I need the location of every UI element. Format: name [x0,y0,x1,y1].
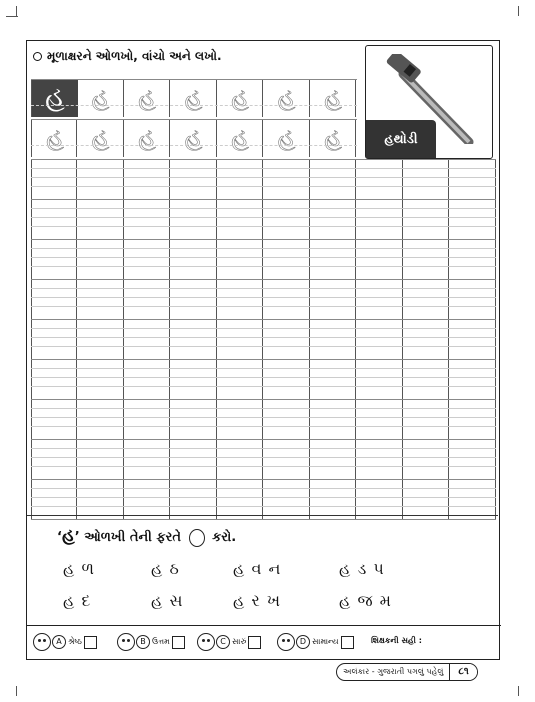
writing-cell[interactable] [357,359,403,399]
writing-cell[interactable] [403,279,449,319]
writing-cell[interactable] [403,359,449,399]
writing-cell[interactable] [403,399,449,439]
dotted-letter: હ [231,123,249,152]
trace-cell[interactable] [124,119,170,157]
writing-cell[interactable] [78,279,124,319]
letter-group: હ ળ [63,559,95,578]
grid-line [31,186,496,187]
trace-cell[interactable] [310,119,356,157]
writing-cell[interactable] [403,239,449,279]
writing-cell[interactable] [31,279,77,319]
writing-cell[interactable] [310,279,356,319]
grid-line [31,159,496,160]
writing-cell[interactable] [171,439,217,479]
picture-label: હથોડી [366,120,436,158]
writing-cell[interactable] [217,159,263,199]
letter-group: હ દ [63,591,92,610]
grid-line [31,306,496,307]
grid-line [31,426,496,427]
writing-cell[interactable] [31,399,77,439]
writing-cell[interactable] [124,159,170,199]
writing-cell[interactable] [171,479,217,519]
grid-line [31,319,496,320]
writing-cell[interactable] [124,239,170,279]
crop-mark [518,6,529,16]
writing-cell[interactable] [217,359,263,399]
grid-line [31,119,357,120]
smiley-icon [33,633,51,651]
writing-cell[interactable] [171,199,217,239]
grid-line [31,79,357,80]
writing-cell[interactable] [450,239,496,279]
writing-cell[interactable] [78,479,124,519]
dotted-letter: હ [277,123,296,152]
letter-group: હ સ [151,591,184,610]
grid-line [31,359,496,360]
grid-line [31,337,496,338]
worksheet-page [26,40,500,660]
writing-cell[interactable] [310,479,356,519]
smiley-icon [117,633,135,651]
rating-option[interactable]: B ઉત્તમ [117,633,185,651]
letter-group: હ જ મ [339,591,392,610]
grid-line [31,257,496,258]
picture-box [365,45,493,159]
writing-cell[interactable] [310,439,356,479]
exercise-title: ‘હ’ ઓળખી તેની ફરતે કરો. [57,525,237,546]
rating-option[interactable]: A શ્રેષ્ઠ [33,633,97,651]
grid-line [31,408,496,409]
rating-checkbox[interactable] [84,636,97,649]
writing-cell[interactable] [124,319,170,359]
page-number: ૮૧ [449,664,476,680]
trace-cell[interactable] [217,79,263,117]
dotted-letter: હ [184,123,203,152]
writing-cell[interactable] [310,399,356,439]
grid-line [31,288,496,289]
grid-line [31,199,496,200]
trace-cell[interactable] [31,119,77,157]
letter-group: હ ડ પ [339,559,385,578]
trace-cell[interactable] [171,79,217,117]
letter-group: હ ઠ [151,559,180,578]
crop-mark [6,686,17,696]
writing-cell[interactable] [124,479,170,519]
writing-cell[interactable] [124,439,170,479]
writing-cell[interactable] [171,319,217,359]
dotted-letter: હ [91,83,110,112]
rating-bar [27,625,501,656]
teacher-signature-label: શિક્ષકની સહી : [371,636,422,645]
grid-line [31,226,496,227]
dotted-letter: હ [231,83,249,112]
writing-cell[interactable] [357,239,403,279]
writing-cell[interactable] [450,359,496,399]
divider [27,515,498,516]
writing-cell[interactable] [310,199,356,239]
grid-line [31,448,496,449]
writing-cell[interactable] [450,159,496,199]
grid-line [31,368,496,369]
writing-cell[interactable] [450,199,496,239]
writing-cell[interactable] [403,319,449,359]
writing-cell[interactable] [450,479,496,519]
writing-cell[interactable] [310,359,356,399]
writing-cell[interactable] [78,239,124,279]
rating-option[interactable]: D સામાન્ય [277,633,354,651]
guide-line [31,105,357,106]
dotted-letter: હ [324,83,342,112]
letter-group: હ વ ન [233,559,282,578]
writing-cell[interactable] [357,399,403,439]
bullet-icon [33,52,42,61]
dotted-letter: હ [46,123,64,152]
writing-cell[interactable] [403,159,449,199]
writing-cell[interactable] [78,159,124,199]
writing-cell[interactable] [31,199,77,239]
trace-cell[interactable] [78,79,124,117]
grid-line [31,328,496,329]
writing-cell[interactable] [357,439,403,479]
writing-cell[interactable] [264,199,310,239]
writing-cell[interactable] [78,439,124,479]
rating-checkbox[interactable] [172,636,185,649]
writing-cell[interactable] [171,159,217,199]
grid-line [31,479,496,480]
crop-mark [518,686,529,696]
writing-cell[interactable] [450,279,496,319]
dotted-letter: હ [277,83,296,112]
dotted-letter: હ [91,123,110,152]
writing-cell[interactable] [217,439,263,479]
writing-cell[interactable] [310,159,356,199]
writing-cell[interactable] [264,479,310,519]
writing-cell[interactable] [357,319,403,359]
writing-cell[interactable] [31,439,77,479]
writing-cell[interactable] [171,239,217,279]
writing-cell[interactable] [264,359,310,399]
trace-cell[interactable] [171,119,217,157]
writing-cell[interactable] [403,479,449,519]
writing-cell[interactable] [78,359,124,399]
grid-line [31,506,496,507]
writing-cell[interactable] [310,239,356,279]
model-letter: હ [32,79,78,117]
writing-cell[interactable] [264,279,310,319]
grid-line [31,488,496,489]
rating-checkbox[interactable] [248,636,261,649]
writing-cell[interactable] [31,159,77,199]
page-footer [336,663,478,681]
trace-cell[interactable] [264,119,310,157]
grid-line [31,346,496,347]
writing-cell[interactable] [450,399,496,439]
trace-cell[interactable] [217,119,263,157]
trace-cell[interactable] [78,119,124,157]
writing-cell[interactable] [31,479,77,519]
grid-line [31,439,496,440]
grid-line [31,177,496,178]
smiley-icon [277,633,295,651]
grid-line [31,239,496,240]
grid-line [31,519,496,520]
writing-cell[interactable] [31,239,77,279]
letter-group: હ ર ખ [233,591,281,610]
writing-cell[interactable] [450,439,496,479]
grid-line [31,399,496,400]
rating-checkbox[interactable] [341,636,354,649]
writing-cell[interactable] [264,399,310,439]
writing-cell[interactable] [171,399,217,439]
book-title: અલંકાર - ગુજરાતી પગલું પહેલું [343,667,444,676]
grid-line [31,217,496,218]
grid-line [31,457,496,458]
writing-cell[interactable] [450,319,496,359]
writing-cell[interactable] [264,159,310,199]
writing-cell[interactable] [357,279,403,319]
writing-cell[interactable] [357,479,403,519]
writing-cell[interactable] [78,319,124,359]
writing-cell[interactable] [124,399,170,439]
writing-cell[interactable] [357,159,403,199]
writing-cell[interactable] [217,319,263,359]
writing-cell[interactable] [264,319,310,359]
writing-cell[interactable] [78,399,124,439]
writing-cell[interactable] [124,279,170,319]
writing-cell[interactable] [171,279,217,319]
writing-cell[interactable] [31,359,77,399]
crop-mark [6,6,18,17]
writing-cell[interactable] [403,439,449,479]
grid-line [31,297,496,298]
grid-line [31,466,496,467]
dotted-letter: હ [138,123,156,152]
circle-icon [189,529,205,547]
writing-cell[interactable] [217,399,263,439]
guide-line [31,145,357,146]
writing-cell[interactable] [403,199,449,239]
writing-cell[interactable] [264,239,310,279]
trace-cell[interactable] [31,79,77,117]
writing-cell[interactable] [171,359,217,399]
trace-cell[interactable] [124,79,170,117]
grid-line [31,208,496,209]
grid-line [31,417,496,418]
smiley-icon [197,633,215,651]
writing-cell[interactable] [124,199,170,239]
grid-line [31,266,496,267]
writing-cell[interactable] [31,319,77,359]
grid-line [31,168,496,169]
trace-cell[interactable] [310,79,356,117]
writing-cell[interactable] [357,199,403,239]
grid-line [31,279,496,280]
writing-cell[interactable] [264,439,310,479]
dotted-letter: હ [138,83,156,112]
writing-cell[interactable] [124,359,170,399]
trace-cell[interactable] [264,79,310,117]
dotted-letter: હ [184,83,203,112]
rating-option[interactable]: C સારું [197,633,261,651]
writing-cell[interactable] [310,319,356,359]
grid-line [31,248,496,249]
writing-cell[interactable] [217,239,263,279]
grid-line [31,497,496,498]
writing-cell[interactable] [217,199,263,239]
writing-cell[interactable] [217,479,263,519]
grid-line [31,386,496,387]
instruction: મૂળાક્ષરને ઓળખો, વાંચો અને લખો. [33,49,222,64]
dotted-letter: હ [324,123,342,152]
writing-cell[interactable] [78,199,124,239]
grid-line [31,377,496,378]
writing-cell[interactable] [217,279,263,319]
